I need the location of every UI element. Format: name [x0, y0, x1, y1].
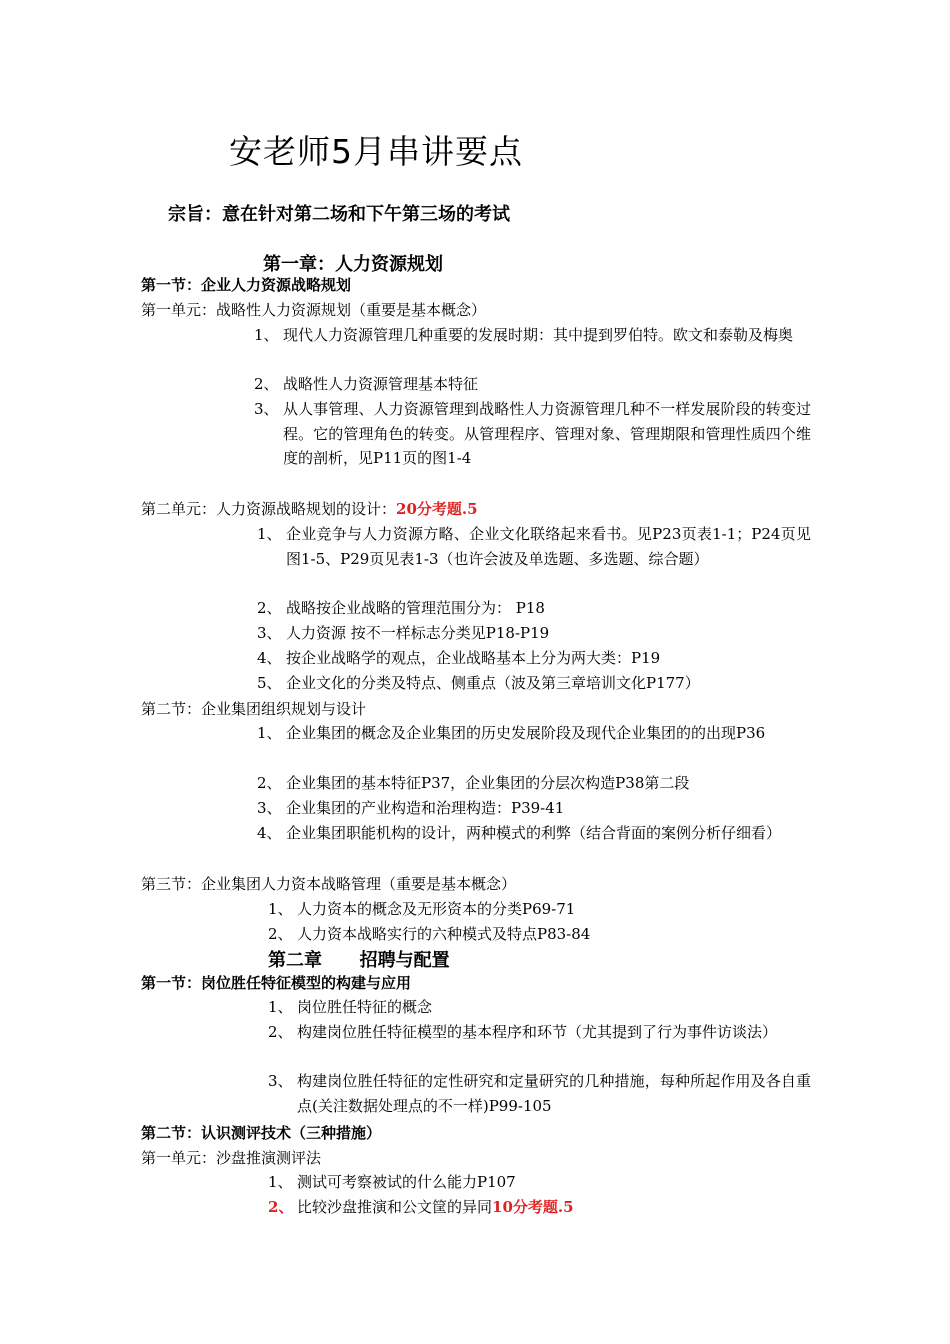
ch1-unit-2-heading: [141, 499, 478, 519]
list-item: [257, 621, 811, 646]
item-text: 测试可考察被试的什么能力P107: [297, 1173, 516, 1191]
list-item: [257, 771, 811, 796]
item-text: 岗位胜任特征的概念: [297, 998, 433, 1016]
list-item: [257, 671, 811, 696]
item-text: 企业文化的分类及特点、侧重点（波及第三章培训文化P177）: [286, 674, 700, 692]
item-text: 企业集团的概念及企业集团的历史发展阶段及现代企业集团的的出现P36: [286, 724, 766, 742]
ch2-unit-1-heading: 第一单元：沙盘推演测评法: [141, 1149, 322, 1167]
exam-points-note: 20分考题.5: [396, 500, 478, 518]
list-item: [254, 397, 811, 471]
ch2-section-2-heading: 第二节：认识测评技术（三种措施）: [141, 1124, 382, 1142]
item-number: 2、: [268, 1198, 294, 1216]
ch1-section-3-heading: 第三节：企业集团人力资本战略管理（重要是基本概念）: [141, 875, 517, 893]
item-number: 2、: [257, 599, 282, 617]
item-number: 2、: [268, 925, 293, 943]
chapter-2-heading: 第二章 招聘与配置: [268, 950, 450, 971]
item-number: 2、: [254, 375, 279, 393]
list-item: [268, 897, 811, 922]
list-item: [268, 1170, 811, 1195]
list-item: [268, 1195, 811, 1220]
item-text-body: 比较沙盘推演和公文筐的异同: [297, 1198, 493, 1216]
item-text: 企业集团的基本特征P37，企业集团的分层次构造P38第二段: [286, 774, 690, 792]
item-number: 1、: [268, 900, 293, 918]
document-title: 安老师5月串讲要点: [229, 132, 523, 171]
item-number: 1、: [257, 525, 282, 543]
list-item: [254, 372, 811, 397]
item-text: 人力资源 按不一样标志分类见P18-P19: [286, 624, 550, 642]
purpose-statement: 宗旨：意在针对第二场和下午第三场的考试: [168, 204, 510, 225]
item-number: 3、: [257, 799, 282, 817]
item-number: 2、: [268, 1023, 293, 1041]
list-item: [257, 522, 811, 571]
list-item: [257, 796, 811, 821]
item-text: 人力资本战略实行的六种模式及特点P83-84: [297, 925, 591, 943]
ch1-unit-1-heading: 第一单元：战略性人力资源规划（重要是基本概念）: [141, 301, 487, 319]
exam-points-note: 10分考题.5: [492, 1198, 574, 1216]
item-text: 人力资本的概念及无形资本的分类P69-71: [297, 900, 576, 918]
list-item: [268, 1069, 811, 1118]
ch2-section-1-heading: 第一节：岗位胜任特征模型的构建与应用: [141, 974, 412, 992]
item-text: [268, 1195, 811, 1220]
item-text: 按企业战略学的观点，企业战略基本上分为两大类：P19: [286, 649, 661, 667]
item-number: 3、: [257, 624, 282, 642]
item-number: 1、: [268, 1173, 293, 1191]
list-item: [268, 1020, 811, 1045]
item-number: 1、: [268, 998, 293, 1016]
item-number: 4、: [257, 649, 282, 667]
item-number: 2、: [257, 774, 282, 792]
item-number: 1、: [254, 326, 279, 344]
item-text: 战略性人力资源管理基本特征: [283, 375, 479, 393]
list-item: [257, 821, 811, 846]
item-text: 企业集团的产业构造和治理构造：P39-41: [286, 799, 565, 817]
item-text: 战略按企业战略的管理范围分为： P18: [286, 599, 545, 617]
item-text: 现代人力资源管理几种重要的发展时期：其中提到罗伯特。欧文和泰勒及梅奥: [283, 326, 794, 344]
ch1-section-1-heading: 第一节：企业人力资源战略规划: [141, 276, 352, 294]
item-number: 4、: [257, 824, 282, 842]
list-item: [268, 995, 811, 1020]
unit-heading-text: 第二单元：人力资源战略规划的设计：: [141, 500, 397, 518]
item-text: 企业集团职能机构的设计，两种模式的利弊（结合背面的案例分析仔细看）: [286, 824, 782, 842]
item-text: 从人事管理、人力资源管理到战略性人力资源管理几种不一样发展阶段的转变过程。它的管理角色的转变。从管理程序、管理对象、管理期限和管理性质四个维度的剖析，见P11页的图1-4: [283, 400, 811, 467]
list-item: [257, 596, 811, 621]
list-item: [257, 646, 811, 671]
chapter-1-heading: 第一章：人力资源规划: [263, 254, 443, 275]
list-item: [254, 323, 811, 348]
item-number: 3、: [254, 400, 279, 418]
item-number: 5、: [257, 674, 282, 692]
item-text: 构建岗位胜任特征模型的基本程序和环节（尤其提到了行为事件访谈法）: [297, 1023, 778, 1041]
ch1-section-2-heading: 第二节：企业集团组织规划与设计: [141, 700, 367, 718]
item-text: 构建岗位胜任特征的定性研究和定量研究的几种措施，每种所起作用及各自重点(关注数据处理点的不一样)P99-105: [297, 1072, 811, 1115]
item-text: 企业竞争与人力资源方略、企业文化联络起来看书。见P23页表1-1；P24页见图1-5、P29页见表1-3（也许会波及单选题、多选题、综合题）: [286, 525, 811, 568]
item-number: 3、: [268, 1072, 293, 1090]
list-item: [268, 922, 811, 947]
item-number: 1、: [257, 724, 282, 742]
list-item: [257, 721, 811, 746]
